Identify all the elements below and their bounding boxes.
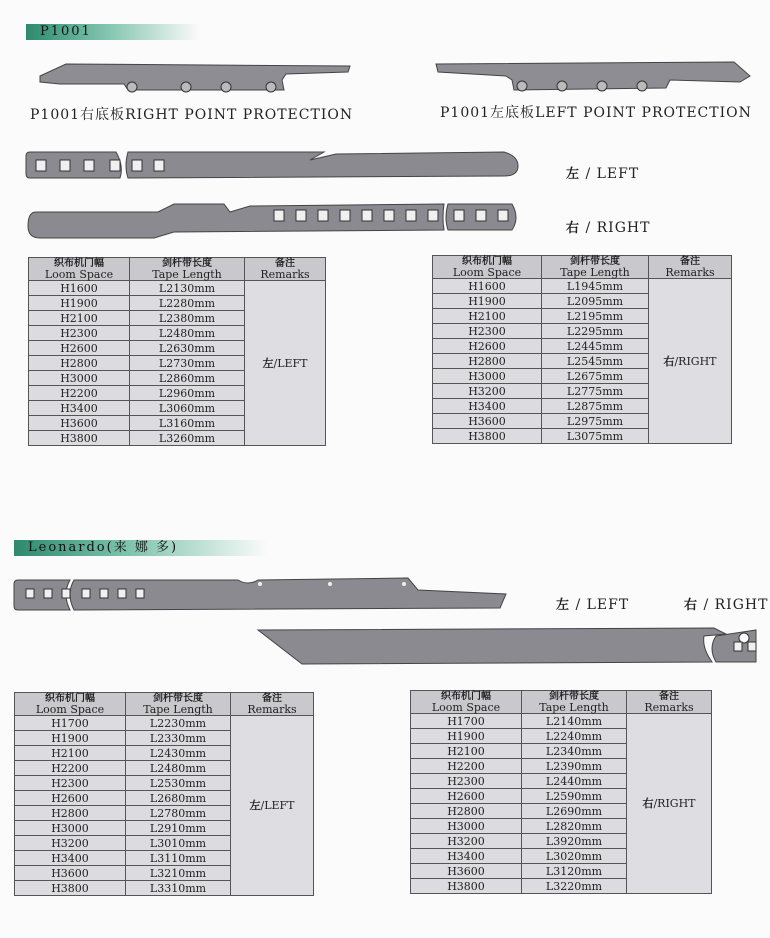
loom-space-cell: H1600 [433,279,542,294]
header-remarks: 备注 Remarks [627,691,712,714]
loom-space-cell: H3800 [15,881,126,896]
label-left: 左 / LEFT [566,166,640,182]
tape-length-cell: L2480mm [126,761,231,776]
header-loom-space: 织布机门幅 Loom Space [29,258,130,281]
loom-space-cell: H3800 [411,879,522,894]
remark-en: /LEFT [273,356,308,370]
leonardo-left-table [14,692,314,896]
leonardo-right-table [410,690,712,894]
tape-length-cell: L2295mm [542,324,649,339]
remark-cn: 右 [642,797,654,810]
loom-space-cell: H2100 [433,309,542,324]
tape-length-cell: L2630mm [130,341,245,356]
tape-length-cell: L2340mm [522,744,627,759]
remark-en: /RIGHT [653,797,696,810]
p1001-left-tape-image [24,148,524,184]
tape-length-cell: L2280mm [130,296,245,311]
left-point-protection-caption: P1001左底板LEFT POINT PROTECTION [440,105,752,121]
tape-length-cell: L3310mm [126,881,231,896]
loom-space-cell: H1700 [411,714,522,729]
header-remarks: 备注 Remarks [649,256,732,279]
tape-length-cell: L2960mm [130,386,245,401]
loom-space-cell: H2100 [15,746,126,761]
tape-length-cell: L2130mm [130,281,245,296]
remarks-cell [627,714,712,894]
tape-length-cell: L2095mm [542,294,649,309]
loom-space-cell: H2600 [29,341,130,356]
loom-space-cell: H1900 [29,296,130,311]
tape-length-cell: L2860mm [130,371,245,386]
loom-space-cell: H3200 [411,834,522,849]
loom-space-cell: H2800 [15,806,126,821]
tape-length-cell: L2430mm [126,746,231,761]
loom-space-cell: H2800 [411,804,522,819]
loom-space-cell: H2100 [29,311,130,326]
header-remarks: 备注 Remarks [231,693,314,716]
tape-length-cell: L2545mm [542,354,649,369]
tape-length-cell: L3920mm [522,834,627,849]
section-title-p1001: P1001 [26,24,200,40]
loom-space-cell: H2200 [29,386,130,401]
section-title-leonardo: Leonardo(来 娜 多) [14,540,268,556]
tape-length-cell: L1945mm [542,279,649,294]
remarks-cell [231,716,314,896]
tape-length-cell: L2975mm [542,414,649,429]
table-row [411,714,712,729]
header-loom-space: 织布机门幅 Loom Space [15,693,126,716]
tape-length-cell: L2680mm [126,791,231,806]
loom-space-cell: H3000 [411,819,522,834]
loom-space-cell: H3600 [15,866,126,881]
loom-space-cell: H1900 [433,294,542,309]
tape-length-cell: L2675mm [542,369,649,384]
left-point-protection-image [434,58,754,98]
tape-length-cell: L2775mm [542,384,649,399]
tape-length-cell: L3075mm [542,429,649,444]
label-left-2: 左 / LEFT [556,597,630,613]
tape-length-cell: L3060mm [130,401,245,416]
loom-space-cell: H2800 [433,354,542,369]
loom-space-cell: H2600 [411,789,522,804]
loom-space-cell: H2600 [433,339,542,354]
tape-length-cell: L2140mm [522,714,627,729]
tape-length-cell: L2820mm [522,819,627,834]
header-tape-length: 剑杆带长度 Tape Length [522,691,627,714]
remark-cn: 左 [249,799,261,812]
tape-length-cell: L3010mm [126,836,231,851]
header-tape-length: 剑杆带长度 Tape Length [130,258,245,281]
table-body [411,714,712,894]
tape-length-cell: L2230mm [126,716,231,731]
table-body [15,716,314,896]
table-row [433,279,732,294]
tape-length-cell: L2330mm [126,731,231,746]
header-remarks: 备注 Remarks [245,258,326,281]
leonardo-right-tape-image [256,624,766,668]
label-right-2: 右 / RIGHT [684,597,769,613]
tape-length-cell: L3160mm [130,416,245,431]
loom-space-cell: H2100 [411,744,522,759]
header-loom-space: 织布机门幅 Loom Space [411,691,522,714]
tape-length-cell: L3210mm [126,866,231,881]
loom-space-cell: H3400 [15,851,126,866]
loom-space-cell: H3600 [411,864,522,879]
tape-length-cell: L2530mm [126,776,231,791]
loom-space-cell: H3600 [433,414,542,429]
loom-space-cell: H2800 [29,356,130,371]
p1001-right-tape-image [24,198,524,240]
right-point-protection-image [36,60,356,100]
remark-cn: 左 [262,356,274,370]
remarks-cell [649,279,732,444]
tape-length-cell: L2910mm [126,821,231,836]
tape-length-cell: L2445mm [542,339,649,354]
loom-space-cell: H3600 [29,416,130,431]
tape-length-cell: L3020mm [522,849,627,864]
right-point-protection-caption: P1001右底板RIGHT POINT PROTECTION [30,107,354,123]
remark-en: /RIGHT [674,354,717,368]
table-body [433,279,732,444]
table-row [29,281,326,296]
table-body [29,281,326,446]
loom-space-cell: H3000 [433,369,542,384]
loom-space-cell: H3000 [15,821,126,836]
table-row [15,716,314,731]
loom-space-cell: H1900 [411,729,522,744]
loom-space-cell: H2300 [433,324,542,339]
loom-space-cell: H2300 [15,776,126,791]
p1001-left-table [28,257,326,446]
loom-space-cell: H3200 [433,384,542,399]
tape-length-cell: L2440mm [522,774,627,789]
label-right: 右 / RIGHT [566,220,651,236]
tape-length-cell: L2730mm [130,356,245,371]
loom-space-cell: H2300 [29,326,130,341]
loom-space-cell: H3000 [29,371,130,386]
remarks-cell [245,281,326,446]
loom-space-cell: H1600 [29,281,130,296]
loom-space-cell: H3400 [433,399,542,414]
loom-space-cell: H3400 [411,849,522,864]
tape-length-cell: L2780mm [126,806,231,821]
tape-length-cell: L2380mm [130,311,245,326]
header-tape-length: 剑杆带长度 Tape Length [126,693,231,716]
tape-length-cell: L2875mm [542,399,649,414]
remark-en: /LEFT [260,799,295,812]
loom-space-cell: H3800 [433,429,542,444]
tape-length-cell: L2590mm [522,789,627,804]
loom-space-cell: H3200 [15,836,126,851]
loom-space-cell: H2300 [411,774,522,789]
loom-space-cell: H1700 [15,716,126,731]
header-loom-space: 织布机门幅 Loom Space [433,256,542,279]
tape-length-cell: L2390mm [522,759,627,774]
tape-length-cell: L3260mm [130,431,245,446]
p1001-right-table [432,255,732,444]
tape-length-cell: L3120mm [522,864,627,879]
tape-length-cell: L3110mm [126,851,231,866]
leonardo-left-tape-image [12,572,512,614]
tape-length-cell: L2240mm [522,729,627,744]
tape-length-cell: L2690mm [522,804,627,819]
remark-cn: 右 [663,354,675,368]
loom-space-cell: H2200 [411,759,522,774]
loom-space-cell: H2200 [15,761,126,776]
loom-space-cell: H3800 [29,431,130,446]
header-tape-length: 剑杆带长度 Tape Length [542,256,649,279]
loom-space-cell: H1900 [15,731,126,746]
loom-space-cell: H2600 [15,791,126,806]
loom-space-cell: H3400 [29,401,130,416]
tape-length-cell: L2195mm [542,309,649,324]
tape-length-cell: L2480mm [130,326,245,341]
tape-length-cell: L3220mm [522,879,627,894]
